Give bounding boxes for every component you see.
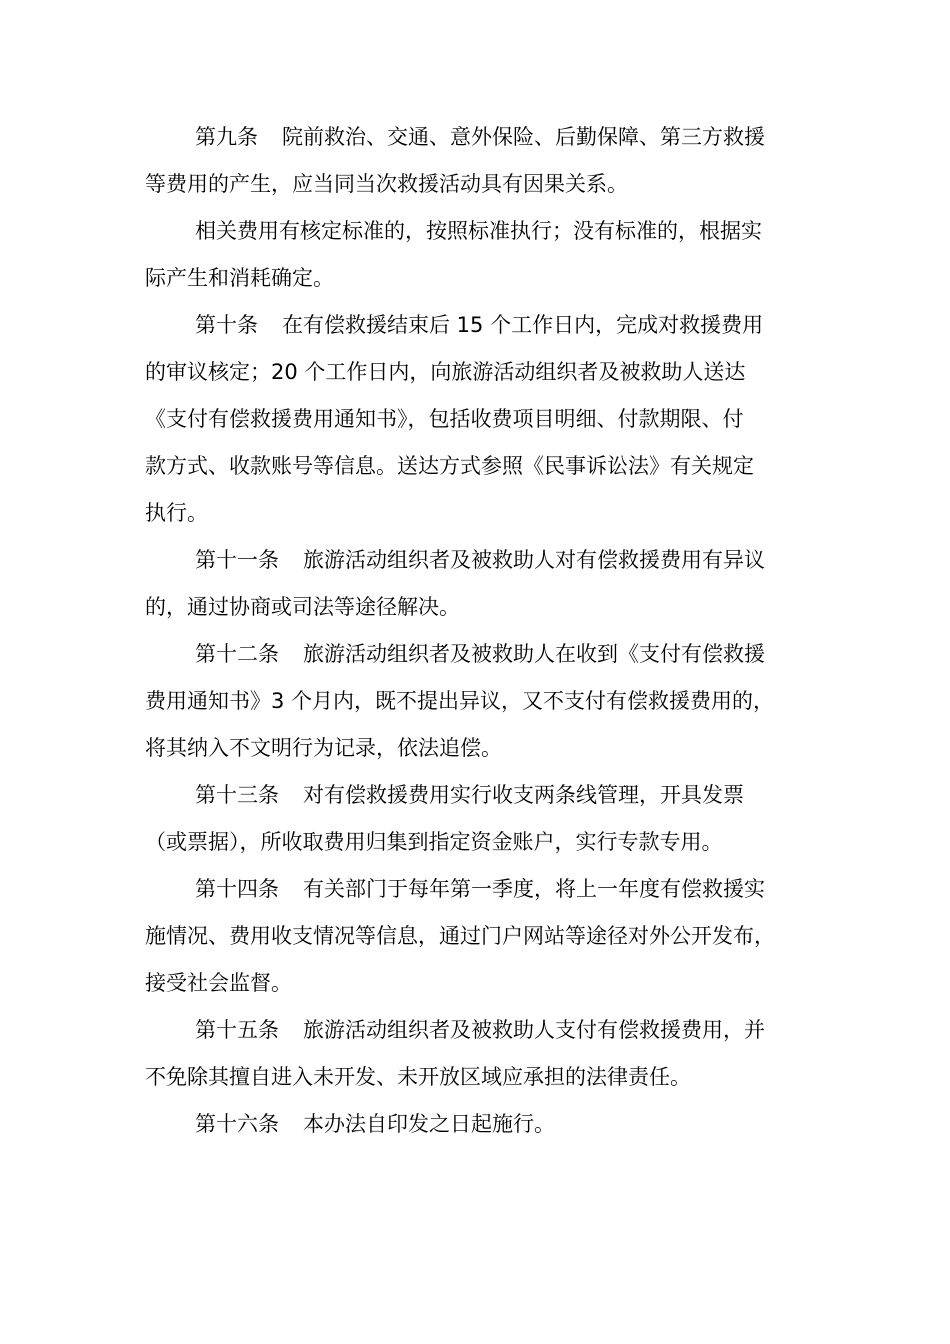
paragraph-line: 际产生和消耗确定。 xyxy=(145,266,334,290)
paragraph-line xyxy=(145,1007,810,1054)
article-13 xyxy=(145,772,810,866)
article-number: 第十六条 xyxy=(195,1112,279,1136)
article-16 xyxy=(145,1101,810,1148)
article-14 xyxy=(145,866,810,1007)
line-text: 旅游活动组织者及被救助人支付有偿救援费用，并 xyxy=(303,1018,765,1042)
paragraph-line: 相关费用有核定标准的，按照标准执行；没有标准的，根据实 xyxy=(195,219,762,243)
document-body xyxy=(145,114,810,1148)
paragraph-line xyxy=(145,302,810,349)
article-number: 第十五条 xyxy=(195,1018,279,1042)
line-text: 有关部门于每年第一季度，将上一年度有偿救援实 xyxy=(303,877,765,901)
line-text: 在有偿救援结束后 15 个工作日内，完成对救援费用 xyxy=(282,313,764,337)
article-12 xyxy=(145,631,810,772)
paragraph-line: 费用通知书》3 个月内，既不提出异议，又不支付有偿救援费用的， xyxy=(145,689,775,713)
article-15 xyxy=(145,1007,810,1101)
paragraph-line: 的，通过协商或司法等途径解决。 xyxy=(145,595,460,619)
article-number: 第九条 xyxy=(195,125,258,149)
paragraph-line: 《支付有偿救援费用通知书》，包括收费项目明细、付款期限、付 xyxy=(145,407,744,431)
paragraph-line xyxy=(145,772,810,819)
article-number: 第十二条 xyxy=(195,642,279,666)
article-number: 第十条 xyxy=(195,313,258,337)
paragraph-line: 等费用的产生，应当同当次救援活动具有因果关系。 xyxy=(145,172,628,196)
line-text: 对有偿救援费用实行收支两条线管理，开具发票 xyxy=(303,783,744,807)
paragraph-line: 执行。 xyxy=(145,501,208,525)
article-11 xyxy=(145,537,810,631)
article-number: 第十三条 xyxy=(195,783,279,807)
article-number: 第十四条 xyxy=(195,877,279,901)
paragraph-line xyxy=(145,1101,810,1148)
paragraph-line xyxy=(145,631,810,678)
paragraph-line: 款方式、收款账号等信息。送达方式参照《民事诉讼法》有关规定 xyxy=(145,454,754,478)
article-number: 第十一条 xyxy=(195,548,279,572)
article-9 xyxy=(145,114,810,208)
paragraph-line xyxy=(145,866,810,913)
paragraph-line: 接受社会监督。 xyxy=(145,971,292,995)
paragraph-line: 的审议核定；20 个工作日内，向旅游活动组织者及被救助人送达 xyxy=(145,360,746,384)
paragraph-line xyxy=(145,537,810,584)
line-text: 旅游活动组织者及被救助人对有偿救援费用有异议 xyxy=(303,548,765,572)
paragraph-line xyxy=(145,114,810,161)
paragraph-line: 施情况、费用收支情况等信息，通过门户网站等途径对外公开发布， xyxy=(145,924,775,948)
paragraph-line: 不免除其擅自进入未开发、未开放区域应承担的法律责任。 xyxy=(145,1065,691,1089)
paragraph-line: 将其纳入不文明行为记录，依法追偿。 xyxy=(145,736,502,760)
article-9-paragraph-2 xyxy=(145,208,810,302)
line-text: 旅游活动组织者及被救助人在收到《支付有偿救援 xyxy=(303,642,765,666)
line-text: 本办法自印发之日起施行。 xyxy=(303,1112,555,1136)
line-text: 院前救治、交通、意外保险、后勤保障、第三方救援 xyxy=(282,125,765,149)
article-10 xyxy=(145,302,810,537)
paragraph-line: （或票据），所收取费用归集到指定资金账户，实行专款专用。 xyxy=(145,830,723,854)
